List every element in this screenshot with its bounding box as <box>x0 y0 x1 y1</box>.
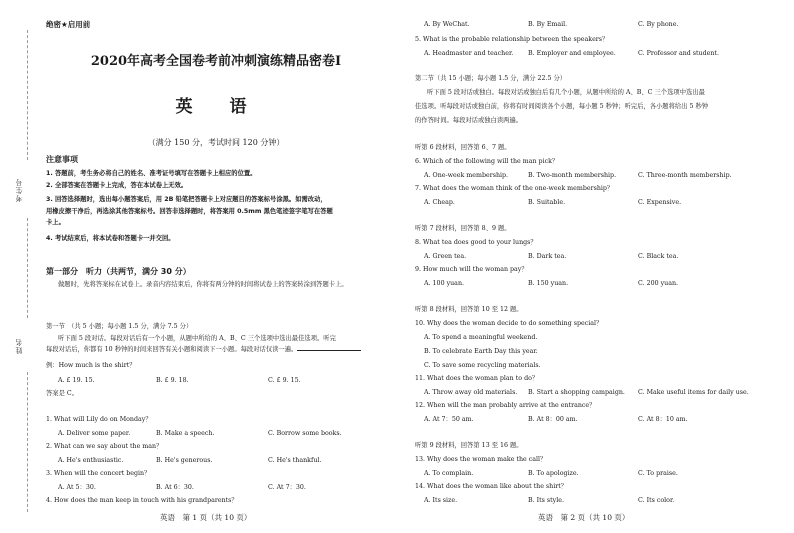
question: 6. Which of the following will the man pick？ <box>415 158 559 165</box>
option: A. 100 yuan. <box>424 280 464 287</box>
question: 4. How does the man keep in touch with his grandparents？ <box>46 497 238 504</box>
section2-instructions: 佳选项。听每段对话或独白前，你将有时间阅读各个小题，每小题 5 秒钟；听完后，各小题将给出 5 秒钟 <box>415 103 709 110</box>
option: C. Its color. <box>638 497 675 504</box>
option: B. Dark tea. <box>528 253 567 260</box>
option: B. 150 yuan. <box>528 280 569 287</box>
example-question: 例：How much is the shirt？ <box>46 362 136 369</box>
question: 1. What will Lily do on Monday？ <box>46 416 152 423</box>
option: A. One-week membership. <box>424 172 509 179</box>
option: B. At 6：30. <box>156 484 194 491</box>
option: C. At 8：10 am. <box>638 416 688 423</box>
option: A. Cheap. <box>424 199 455 206</box>
page-footer: 英语 第 2 页（共 10 页） <box>538 513 630 522</box>
question: 3. When will the concert begin？ <box>46 470 151 477</box>
section1-instructions: 听下面 5 段对话。每段对话后有一个小题，从题中所给的 A、B、C 三个选项中选出最佳选项。听完 <box>58 335 336 342</box>
option: A. Its size. <box>424 497 458 504</box>
option: C. Borrow some books. <box>268 430 342 437</box>
part1-instructions: 做题时，先将答案标在试卷上。录音内容结束后，你将有两分钟的时间将试卷上的答案转涂到答题卡上。 <box>58 281 348 288</box>
option: B. Employer and employee. <box>528 50 616 57</box>
page-footer: 英语 第 1 页（共 10 页） <box>160 513 252 522</box>
underline-blank <box>297 344 361 351</box>
question: 10. Why does the woman decide to do something special？ <box>415 320 603 327</box>
cut-line <box>27 218 28 318</box>
option: A. Headmaster and teacher. <box>424 50 514 57</box>
option: B. By Email. <box>528 21 568 28</box>
option: A. Green tea. <box>424 253 467 260</box>
option: A. To complain. <box>424 470 474 477</box>
binding-margin <box>0 0 36 533</box>
group-heading: 听第 8 段材料，回答第 10 至 12 题。 <box>415 306 523 313</box>
question: 8. What tea does good to your lungs？ <box>415 239 537 246</box>
option: A. At 7：50 am. <box>424 416 474 423</box>
cut-line <box>27 30 28 160</box>
score-info: （满分 150 分，考试时间 120 分钟） <box>147 138 285 147</box>
exam-title: 2020年高考全国卷考前冲刺演练精品密卷Ⅰ <box>90 54 342 69</box>
example-option: A. £ 19. 15. <box>58 377 95 384</box>
option: C. Black tea. <box>638 253 679 260</box>
question: 7. What does the woman think of the one-week membership？ <box>415 185 614 192</box>
notice-list <box>46 168 388 244</box>
cut-line <box>27 372 28 512</box>
option: C. Professor and student. <box>638 50 719 57</box>
option: A. At 5：30. <box>58 484 96 491</box>
section1-instructions: 每段对话后，你都有 10 秒钟的时间来回答有关小题和阅读下一小题。每段对话仅读一遍。 <box>46 344 361 355</box>
group-heading: 听第 6 段材料，回答第 6、7 题。 <box>415 144 511 151</box>
example-answer: 答案是 C。 <box>46 390 79 397</box>
section2-instructions: 的作答时间。每段对话或独白读两遍。 <box>415 117 523 124</box>
option: A. Throw away old materials. <box>424 389 518 396</box>
confidential-tag: 绝密★启用前 <box>46 20 91 29</box>
part1-title: 第一部分 听力（共两节，满分 30 分） <box>46 267 191 276</box>
section2-title: 第二节（共 15 小题；每小题 1.5 分，满分 22.5 分） <box>415 75 567 82</box>
example-option: C. £ 9. 15. <box>268 377 301 384</box>
option: C. Make useful items for daily use. <box>638 389 749 396</box>
option: C. To praise. <box>638 470 678 477</box>
section1-title: 第一节 （共 5 小题；每小题 1.5 分，满分 7.5 分） <box>46 323 193 330</box>
option: B. Suitable. <box>528 199 566 206</box>
exam-page-1 <box>40 0 392 533</box>
group-heading: 听第 7 段材料，回答第 8、9 题。 <box>415 225 511 232</box>
notice-item: 1. 答题前，考生务必将自己的姓名、准考证号填写在答题卡上相应的位置。 <box>46 170 257 177</box>
name-label: 姓名 <box>15 338 23 354</box>
question: 9. How much will the woman pay？ <box>415 266 528 273</box>
option: C. He's thankful. <box>268 457 322 464</box>
group-heading: 听第 9 段材料，回答第 13 至 16 题。 <box>415 442 523 449</box>
option: B. Two-month membership. <box>528 172 617 179</box>
notice-item: 用橡皮擦干净后，再选涂其他答案标号。回答非选择题时，将答案用 0.5mm 黑色笔迹签字笔写在答题 <box>46 207 333 215</box>
question: 5. What is the probable relationship between the speakers？ <box>415 36 609 43</box>
notice-item: 3. 回答选择题时，选出每小题答案后，用 2B 铅笔把答题卡上对应题目的答案标号涂黑。如需改动， <box>46 196 327 203</box>
option: C. At 7：30. <box>268 484 306 491</box>
notice-title: 注意事项 <box>46 155 78 164</box>
question: 14. What does the woman like about the shirt？ <box>415 483 568 490</box>
option: B. Its style. <box>528 497 564 504</box>
option: C. Three-month membership. <box>638 172 732 179</box>
option: C. Expensive. <box>638 199 682 206</box>
option: C. To save some recycling materials. <box>424 362 541 369</box>
question: 2. What can we say about the man？ <box>46 443 163 450</box>
option: A. Deliver some paper. <box>58 430 131 437</box>
notice-item: 2. 全部答案在答题卡上完成，答在本试卷上无效。 <box>46 181 188 189</box>
example-option: B. £ 9. 18. <box>156 377 189 384</box>
option: B. He's generous. <box>156 457 213 464</box>
subject-title: 英 语 <box>175 97 257 117</box>
option: A. He's enthusiastic. <box>58 457 124 464</box>
option: C. By phone. <box>638 21 679 28</box>
option: A. By WeChat. <box>424 21 470 28</box>
option: B. At 8：00 am. <box>528 416 578 423</box>
option: B. To apologize. <box>528 470 579 477</box>
notice-item: 卡上。 <box>46 219 65 226</box>
question: 13. Why does the woman make the call？ <box>415 456 547 463</box>
section2-instructions: 听下面 5 段对话或独白。每段对话或独白后有几个小题，从题中所给的 A、B、C 三个选项中选出最 <box>427 89 705 96</box>
exam-page-2 <box>412 0 782 533</box>
option: B. Make a speech. <box>156 430 215 437</box>
option: B. Start a shopping campaign. <box>528 389 625 396</box>
notice-item: 4. 考试结束后，将本试卷和答题卡一并交回。 <box>46 234 175 242</box>
option: B. To celebrate Earth Day this year. <box>424 348 538 355</box>
question: 11. What does the woman plan to do？ <box>415 375 539 382</box>
option: A. To spend a meaningful weekend. <box>424 334 538 341</box>
candidate-number-label: 考生号 <box>15 178 23 202</box>
option: C. 200 yuan. <box>638 280 679 287</box>
question: 12. When will the man probably arrive at the entrance？ <box>415 402 596 409</box>
